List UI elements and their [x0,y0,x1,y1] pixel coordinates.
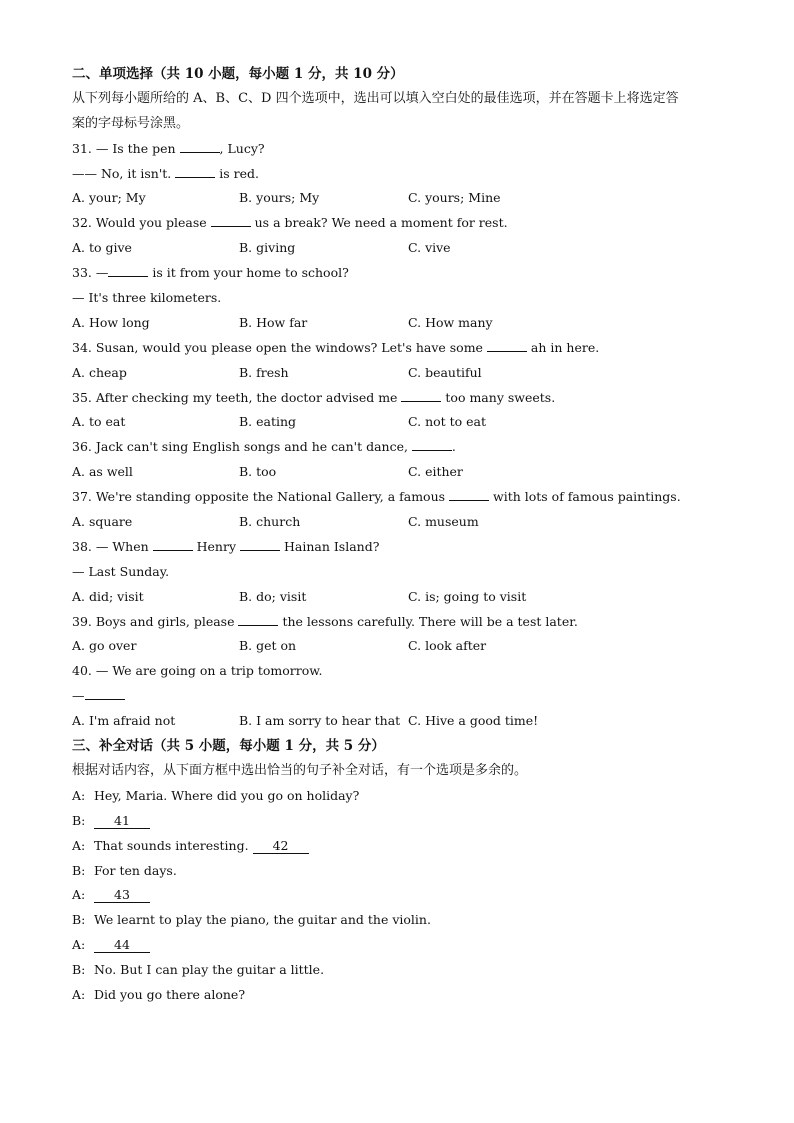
answer-blank [180,139,220,153]
option-b: B. church [239,514,301,530]
q37-options [72,510,732,535]
q36-stem: 36. Jack can't sing English songs and he can't dance, . [72,439,456,455]
dialogue-line-3: A: That sounds interesting. 42 [72,834,732,859]
answer-blank-44: 44 [94,938,150,953]
q33-stem: 33. — is it from your home to school? [72,265,349,281]
speaker-label: A: [72,986,86,1002]
speaker-label: A: [72,937,86,953]
section2-heading: 二、单项选择（共 10 小题，每小题 1 分，共 10 分） [72,66,404,82]
option-a: A. did; visit [72,588,144,604]
q40-options [72,709,732,734]
answer-blank [175,164,215,178]
option-b: B. How far [239,314,308,330]
option-b: B. yours; My [239,190,320,206]
dialogue-line-2 [72,809,732,834]
q34-stem: 34. Susan, would you please open the windows? Let's have some ah in here. [72,339,600,355]
answer-blank-43: 43 [94,888,150,903]
option-b: B. eating [239,414,297,430]
speaker-label: B: [72,862,86,878]
answer-blank [412,437,452,451]
q40-reply: — [72,684,732,709]
option-b: B. do; visit [239,588,307,604]
dialogue-line-1: A: Hey, Maria. Where did you go on holiday? [72,784,732,809]
option-b: B. I am sorry to hear that [239,713,401,729]
option-a: A. I'm afraid not [72,713,176,729]
option-a: A. your; My [72,190,146,206]
answer-blank [85,686,125,700]
speaker-label: B: [72,912,86,928]
q31-reply: —— No, it isn't. is red. [72,165,259,181]
option-a: A. cheap [72,364,127,380]
dialogue [72,784,732,1008]
dialogue-line-5 [72,883,732,908]
q37-stem: 37. We're standing opposite the National Gallery, a famous with lots of famous paintings. [72,489,681,505]
q34-options [72,361,732,386]
answer-blank [238,612,278,626]
q38-options [72,585,732,610]
option-a: A. to eat [72,414,126,430]
dialogue-line-7 [72,933,732,958]
option-c: C. look after [408,638,487,654]
q38-reply: — Last Sunday. [72,563,170,579]
section2-instruction-1: 从下列每小题所给的 A、B、C、D 四个选项中，选出可以填入空白处的最佳选项，并在答题卡上将选定答 [72,90,679,106]
option-b: B. fresh [239,364,289,380]
q31-options [72,186,732,211]
section3-instruction: 根据对话内容，从下面方框中选出恰当的句子补全对话，有一个选项是多余的。 [72,762,528,778]
dialogue-line-6: B: We learnt to play the piano, the guitar and the violin. [72,908,732,933]
option-a: A. go over [72,638,137,654]
q40-stem: 40. — We are going on a trip tomorrow. [72,663,323,679]
option-c: C. either [408,464,463,480]
q32-stem: 32. Would you please us a break? We need a moment for rest. [72,215,508,231]
option-c: C. beautiful [408,364,482,380]
option-b: B. get on [239,638,297,654]
option-b: B. giving [239,240,296,256]
option-c: C. yours; Mine [408,190,501,206]
option-c: C. not to eat [408,414,487,430]
answer-blank [108,263,148,277]
q35-stem: 35. After checking my teeth, the doctor advised me too many sweets. [72,389,556,405]
speaker-label: B: [72,962,86,978]
speaker-label: A: [72,787,86,803]
q39-options [72,634,732,659]
dialogue-line-8: B: No. But I can play the guitar a little. [72,958,732,983]
answer-blank [401,388,441,402]
q38-stem: 38. — When Henry Hainan Island? [72,538,380,554]
dialogue-line-9: A: Did you go there alone? [72,983,732,1008]
answer-blank-42: 42 [253,839,309,854]
q35-options [72,410,732,435]
q32-options [72,236,732,261]
option-c: C. Hive a good time! [408,713,539,729]
option-a: A. square [72,514,133,530]
speaker-label: A: [72,887,86,903]
q39-stem: 39. Boys and girls, please the lessons carefully. There will be a test later. [72,613,578,629]
answer-blank-41: 41 [94,814,150,829]
option-c: C. museum [408,514,479,530]
option-c: C. is; going to visit [408,588,527,604]
dialogue-line-4: B: For ten days. [72,859,732,884]
option-a: A. as well [72,464,133,480]
speaker-label: A: [72,837,86,853]
speaker-label: B: [72,812,86,828]
q33-reply: — It's three kilometers. [72,290,222,306]
option-b: B. too [239,464,277,480]
exam-page [72,62,732,1008]
q36-options [72,460,732,485]
section2-instruction-2: 案的字母标号涂黑。 [72,115,190,131]
option-a: A. to give [72,240,132,256]
answer-blank [211,213,251,227]
answer-blank [487,338,527,352]
answer-blank [449,487,489,501]
answer-blank [240,537,280,551]
q31-stem: 31. — Is the pen , Lucy? [72,140,265,156]
answer-blank [153,537,193,551]
option-c: C. How many [408,314,493,330]
option-a: A. How long [72,314,150,330]
option-c: C. vive [408,240,451,256]
section3-heading: 三、补全对话（共 5 小题，每小题 1 分，共 5 分） [72,738,385,755]
q33-options [72,311,732,336]
